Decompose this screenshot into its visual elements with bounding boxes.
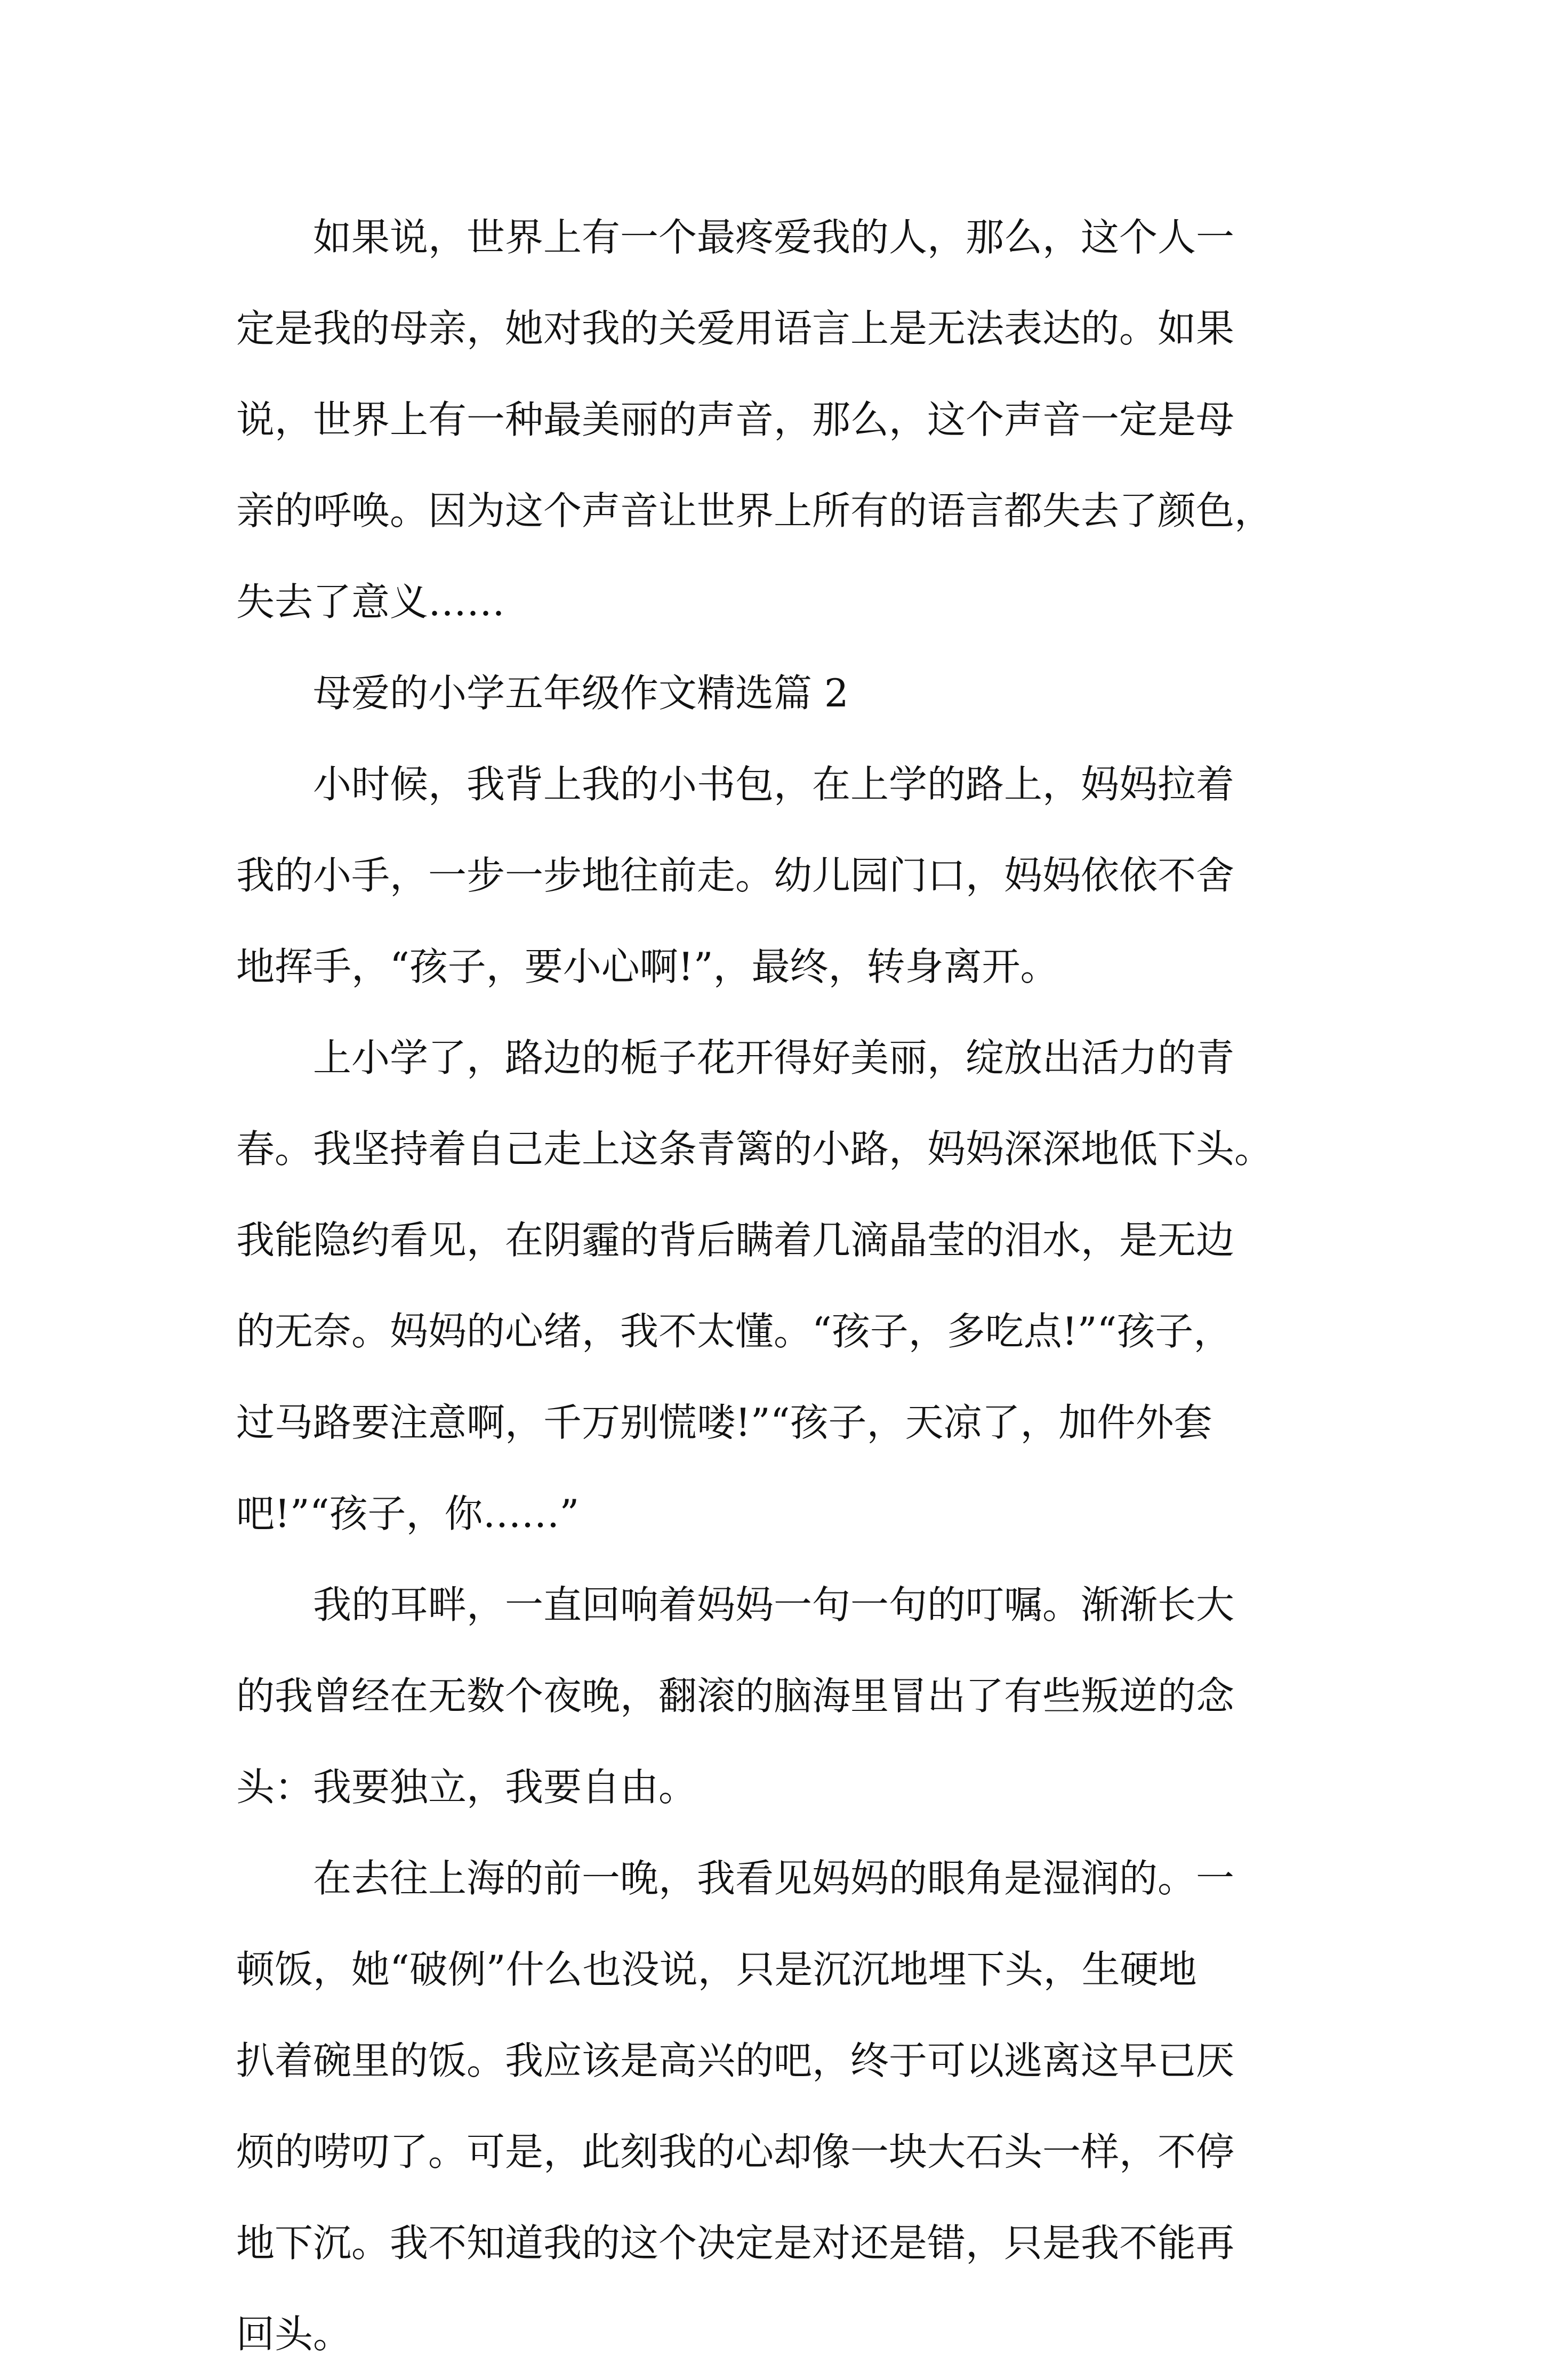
paragraph-intro: 如果说，世界上有一个最疼爱我的人，那么，这个人一 定是我的母亲，她对我的关爱用语言上是无法表达的。如果 说，世界上有一种最美丽的声音，那么，这个声音一定是母 亲的呼唤。因为这个声音让世界上所有的语言都失去了颜色， 失去了意义……: [236, 215, 1273, 624]
section-heading: 母爱的小学五年级作文精选篇 2: [313, 671, 849, 715]
paragraph-shanghai: 在去往上海的前一晚，我看见妈妈的眼角是湿润的。一 顿饭，她“破例”什么也没说，只是沉沉地埋下头，生硬地 扒着碗里的饭。我应该是高兴的吧，终于可以逃离这早已厌 烦的唠叨了。可是，此刻我的心却像一块大石头一样，不停 地下沉。我不知道我的这个决定是对还是错，只是我不能再 回头。: [236, 1856, 1235, 2357]
paragraph-childhood: 小时候，我背上我的小书包，在上学的路上，妈妈拉着 我的小手，一步一步地往前走。幼儿园门口，妈妈依依不舍 地挥手，“孩子，要小心啊!”，最终，转身离开。: [236, 762, 1235, 989]
paragraph-primary-school: 上小学了，路边的栀子花开得好美丽，绽放出活力的青 春。我坚持着自己走上这条青篱的小路，妈妈深深地低下头。 我能隐约看见，在阴霾的背后瞒着几滴晶莹的泪水，是无边 的无奈。妈妈的心绪，我不太懂。“孩子，多吃点!”“孩子， 过马路要注意啊，千万别慌喽!”“孩子，天凉了，加件外套 吧!”“孩子，你……”: [236, 1035, 1273, 1536]
document-body: [236, 192, 1319, 2380]
paragraph-growing-up: 我的耳畔，一直回响着妈妈一句一句的叮嘱。渐渐长大 的我曾经在无数个夜晚，翻滚的脑海里冒出了有些叛逆的念 头：我要独立，我要自由。: [236, 1582, 1235, 1810]
